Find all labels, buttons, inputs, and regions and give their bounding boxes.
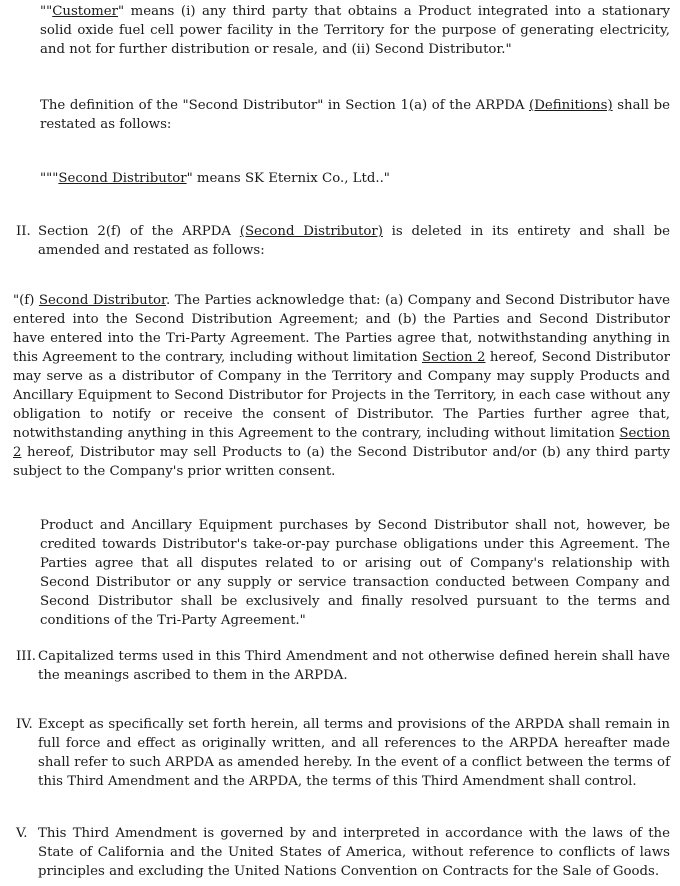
- section-ii: [16, 222, 670, 260]
- section-number: II.: [16, 224, 31, 239]
- defined-term-second-distributor: Second Distributor: [58, 171, 187, 186]
- second-distributor-restatement-intro: The definition of the "Second Distributor" in Section 1(a) of the ARPDA (Definitions) shall be restated as follows:: [40, 98, 670, 132]
- section-iv: [16, 715, 670, 791]
- second-distributor-definition: [40, 169, 670, 188]
- section-number: V.: [16, 826, 28, 841]
- section-iii-text: Capitalized terms used in this Third Amendment and not otherwise defined herein shall have the meanings ascribed to them in the ARPDA.: [38, 649, 670, 683]
- clause-f: "(f) Second Distributor. The Parties acknowledge that: (a) Company and Second Distributor have entered into the Second Distribution Agreement; and (b) the Parties and Second Distributor have entered into the Tri-Party Agreement. The Parties agree that, notwithstanding anything in this Agreement to the contrary, including without limitation Section 2 hereof, Second Distributor may serve as a distributor of Company in the Territory and Company may supply Products and Ancillary Equipment to Second Distributor for Projects in the Territory, in each case without any obligation to notify or receive the consent of Distributor. The Parties further agree that, notwithstanding anything in this Agreement to the contrary, including without limitation Section 2 hereof, Distributor may sell Products to (a) the Second Distributor and/or (b) any third party subject to the Company's prior written consent.: [13, 293, 670, 479]
- section-number: III.: [16, 649, 36, 664]
- definition-text: " means SK Eternix Co., Ltd..": [186, 171, 390, 186]
- definitions-reference: (Definitions): [529, 98, 613, 113]
- definition-text: " means (i) any third party that obtains a Product integrated into a stationary solid oxide fuel cell power facility in the Territory for the purpose of generating electricity, and not for further distribution or resale, and (ii) Second Distributor.": [40, 4, 670, 57]
- section-number: IV.: [16, 717, 33, 732]
- customer-definition: [40, 2, 670, 59]
- section-v: [16, 824, 670, 881]
- quote-marks: "": [40, 4, 53, 19]
- purchase-credit-paragraph: Product and Ancillary Equipment purchases by Second Distributor shall not, however, be credited towards Distributor's take-or-pay purchase obligations under this Agreement. The Parties agree that all disputes related to or arising out of Company's relationship with Second Distributor or any supply or service transaction conducted between Company and Second Distributor shall be exclusively and finally resolved pursuant to the terms and conditions of the Tri-Party Agreement.": [40, 518, 670, 628]
- clause-label: "(f): [13, 293, 39, 308]
- section-v-text: This Third Amendment is governed by and interpreted in accordance with the laws of the State of California and the United States of America, without reference to conflicts of laws principles and excluding the United Nations Convention on Contracts for the Sale of Goods.: [38, 826, 670, 879]
- defined-term-customer: Customer: [52, 4, 118, 19]
- quote-marks: """: [40, 171, 59, 186]
- clause-heading: Second Distributor: [38, 293, 166, 308]
- section-2-reference: Section 2: [13, 426, 670, 460]
- section-2-reference: Section 2: [422, 350, 486, 365]
- section-iv-text: Except as specifically set forth herein, all terms and provisions of the ARPDA shall remain in full force and effect as originally written, and all references to the ARPDA hereafter made shall refer to such ARPDA as amended hereby. In the event of a conflict between the terms of this Third Amendment and the ARPDA, the terms of this Third Amendment shall control.: [38, 717, 670, 789]
- section-iii: [16, 647, 670, 685]
- second-distributor-reference: (Second Distributor): [239, 224, 383, 239]
- section-ii-text: Section 2(f) of the ARPDA (Second Distributor) is deleted in its entirety and shall be amended and restated as follows:: [38, 224, 670, 258]
